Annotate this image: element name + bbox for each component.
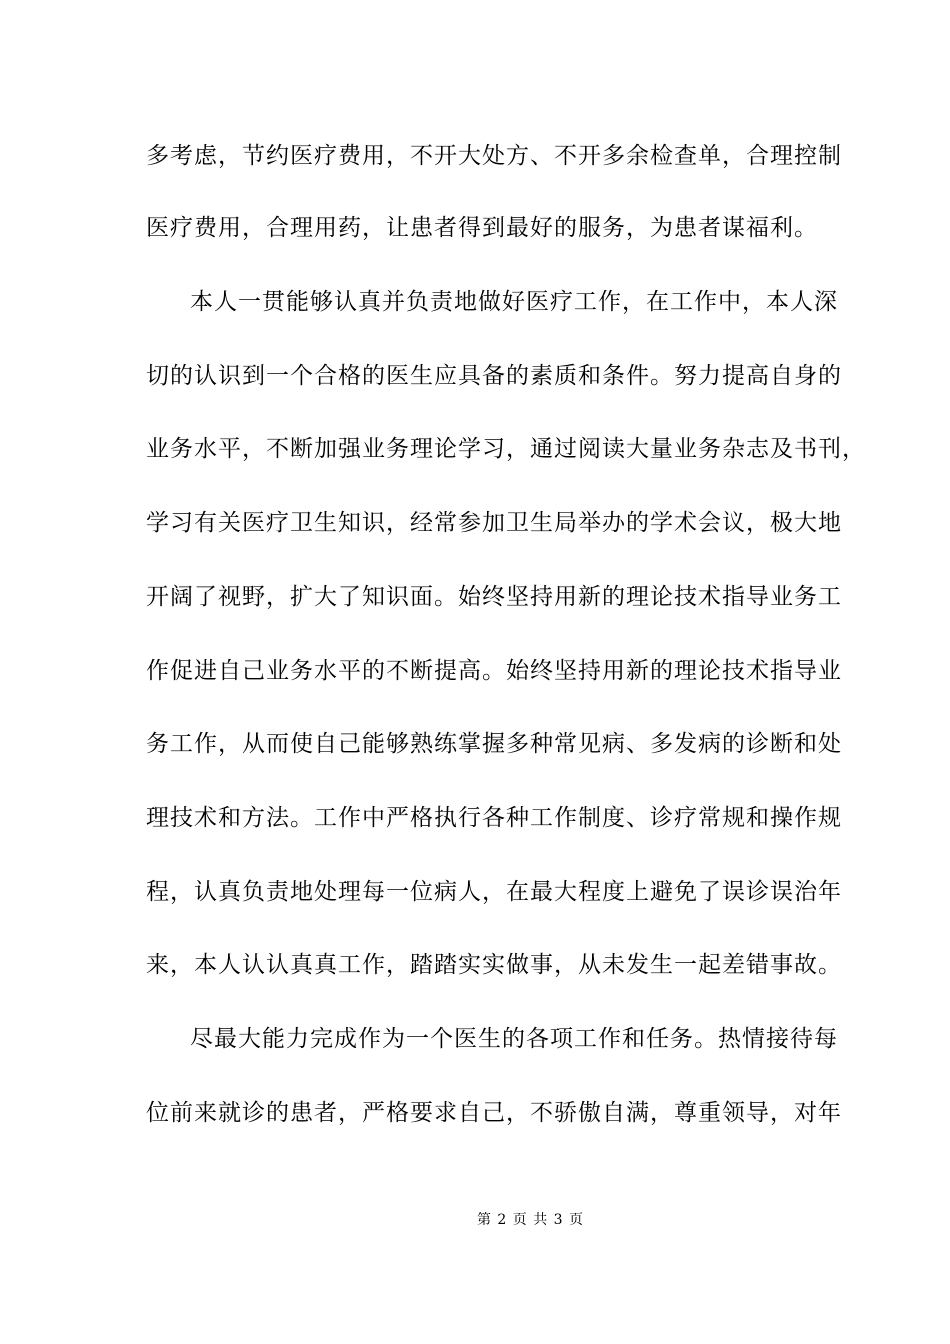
paragraph-start-line: 本人一贯能够认真并负责地做好医疗工作，在工作中，本人深 <box>190 289 838 315</box>
text-line: 业务水平，不断加强业务理论学习，通过阅读大量业务杂志及书刊， <box>146 436 866 462</box>
paragraph-start-line: 尽最大能力完成作为一个医生的各项工作和任务。热情接待每 <box>190 1026 838 1052</box>
text-line: 务工作，从而使自己能够熟练掌握多种常见病、多发病的诊断和处 <box>146 731 842 757</box>
text-line: 多考虑，节约医疗费用，不开大处方、不开多余检查单，合理控制 <box>146 143 842 169</box>
text-line: 切的认识到一个合格的医生应具备的素质和条件。努力提高自身的 <box>146 363 842 389</box>
text-line: 理技术和方法。工作中严格执行各种工作制度、诊疗常规和操作规 <box>146 805 842 831</box>
text-line: 开阔了视野，扩大了知识面。始终坚持用新的理论技术指导业务工 <box>146 584 842 610</box>
text-line: 来，本人认认真真工作，踏踏实实做事，从未发生一起差错事故。 <box>146 952 842 978</box>
text-line: 学习有关医疗卫生知识，经常参加卫生局举办的学术会议，极大地 <box>146 510 842 536</box>
text-line: 位前来就诊的患者，严格要求自己，不骄傲自满，尊重领导，对年 <box>146 1100 842 1126</box>
text-line: 程，认真负责地处理每一位病人，在最大程度上避免了误诊误治年 <box>146 879 842 905</box>
page-number-footer: 第 2 页 共 3 页 <box>476 1212 584 1228</box>
text-line: 作促进自己业务水平的不断提高。始终坚持用新的理论技术指导业 <box>146 658 842 684</box>
text-line: 医疗费用，合理用药，让患者得到最好的服务，为患者谋福利。 <box>146 215 818 241</box>
